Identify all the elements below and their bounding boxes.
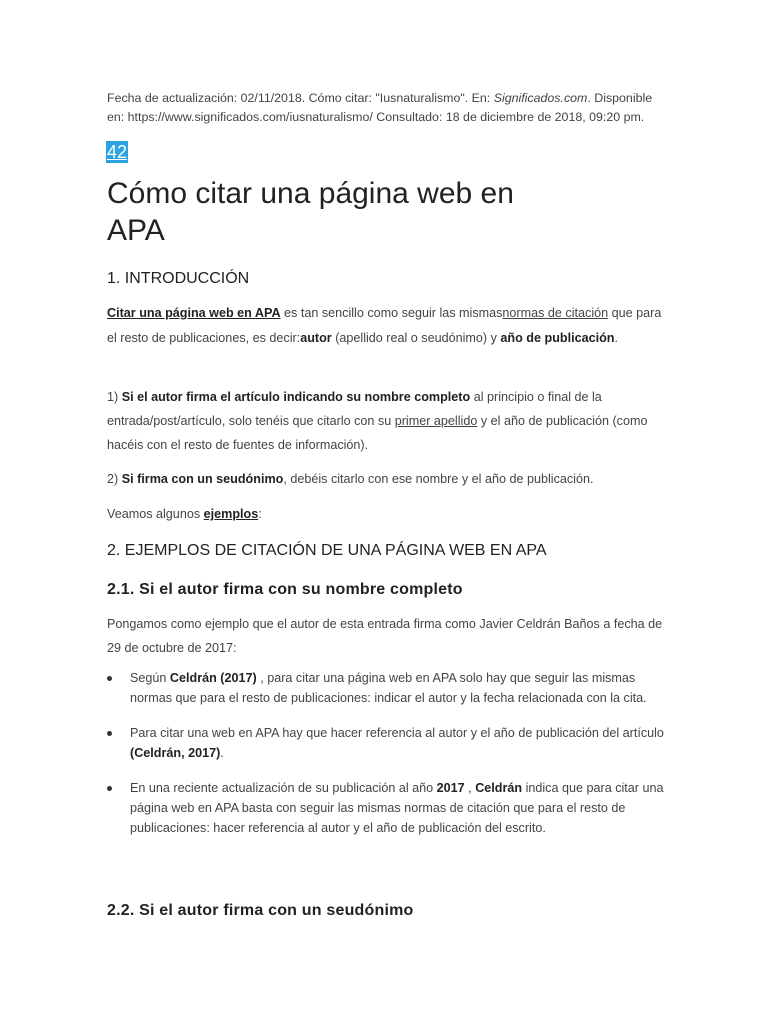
link-citar-pagina-web[interactable]: Citar una página web en APA [107,306,281,320]
rule-pseudonym-paragraph: 2) Si firma con un seudónimo, debéis citarlo con ese nombre y el año de publicación. [107,472,594,486]
examples-intro-paragraph: Veamos algunos ejemplos: [107,507,262,521]
subsection-heading-pseudonym: 2.2. Si el autor firma con un seudónimo [107,902,414,919]
metadata-text: Fecha de actualización: 02/11/2018. Cómo citar: "Iusnaturalismo". En: [107,91,494,105]
page-number-link[interactable]: 42 [107,142,128,162]
intro-paragraph: Citar una página web en APA es tan sencillo como seguir las mismasnormas de citación que para el resto de publicaciones, es decir:autor (apellido real o seudónimo) y año de publicación. [107,306,662,345]
section-heading-examples: 2. EJEMPLOS DE CITACIÓN DE UNA PÁGINA WEB EN APA [107,542,547,559]
list-item: En una reciente actualización de su publicación al año 2017 , Celdrán indica que para citar una página web en APA basta con seguir las mismas normas de citación que para el resto de publicaciones: hacer referencia al autor y el año de publicación del escrito. [107,778,667,838]
link-ejemplos[interactable]: ejemplos [203,507,259,521]
subsection-heading-full-name: 2.1. Si el autor firma con su nombre completo [107,581,463,598]
example-list [107,668,667,838]
list-item: Según Celdrán (2017) , para citar una página web en APA solo hay que seguir las mismas normas que para el resto de publicaciones: indicar el autor y la fecha relacionada con la cita. [107,668,667,708]
example-intro-paragraph: Pongamos como ejemplo que el autor de esta entrada firma como Javier Celdrán Baños a fecha de 29 de octubre de 2017: [107,617,663,655]
page-title: Cómo citar una página web en APA [107,177,514,247]
citation-metadata [107,89,667,127]
link-normas-citacion[interactable]: normas de citación [502,306,609,320]
section-heading-intro: 1. INTRODUCCIÓN [107,270,250,287]
rule-full-name-paragraph: 1) Si el autor firma el artículo indicando su nombre completo al principio o final de la entrada/post/artículo, solo tenéis que citarlo con su primer apellido y el año de publicación (como hacéis con el resto de fuentes de información). [107,390,648,452]
link-primer-apellido[interactable]: primer apellido [394,414,478,428]
metadata-site-name: Significados.com [493,91,588,105]
list-item: Para citar una web en APA hay que hacer referencia al autor y el año de publicación del artículo (Celdrán, 2017). [107,723,667,763]
metadata-text-cont: . Disponible en: https://www.significados.com/iusnaturalismo/ Consultado: 18 de diciembre de 2018, 09:20 pm. [107,91,653,124]
